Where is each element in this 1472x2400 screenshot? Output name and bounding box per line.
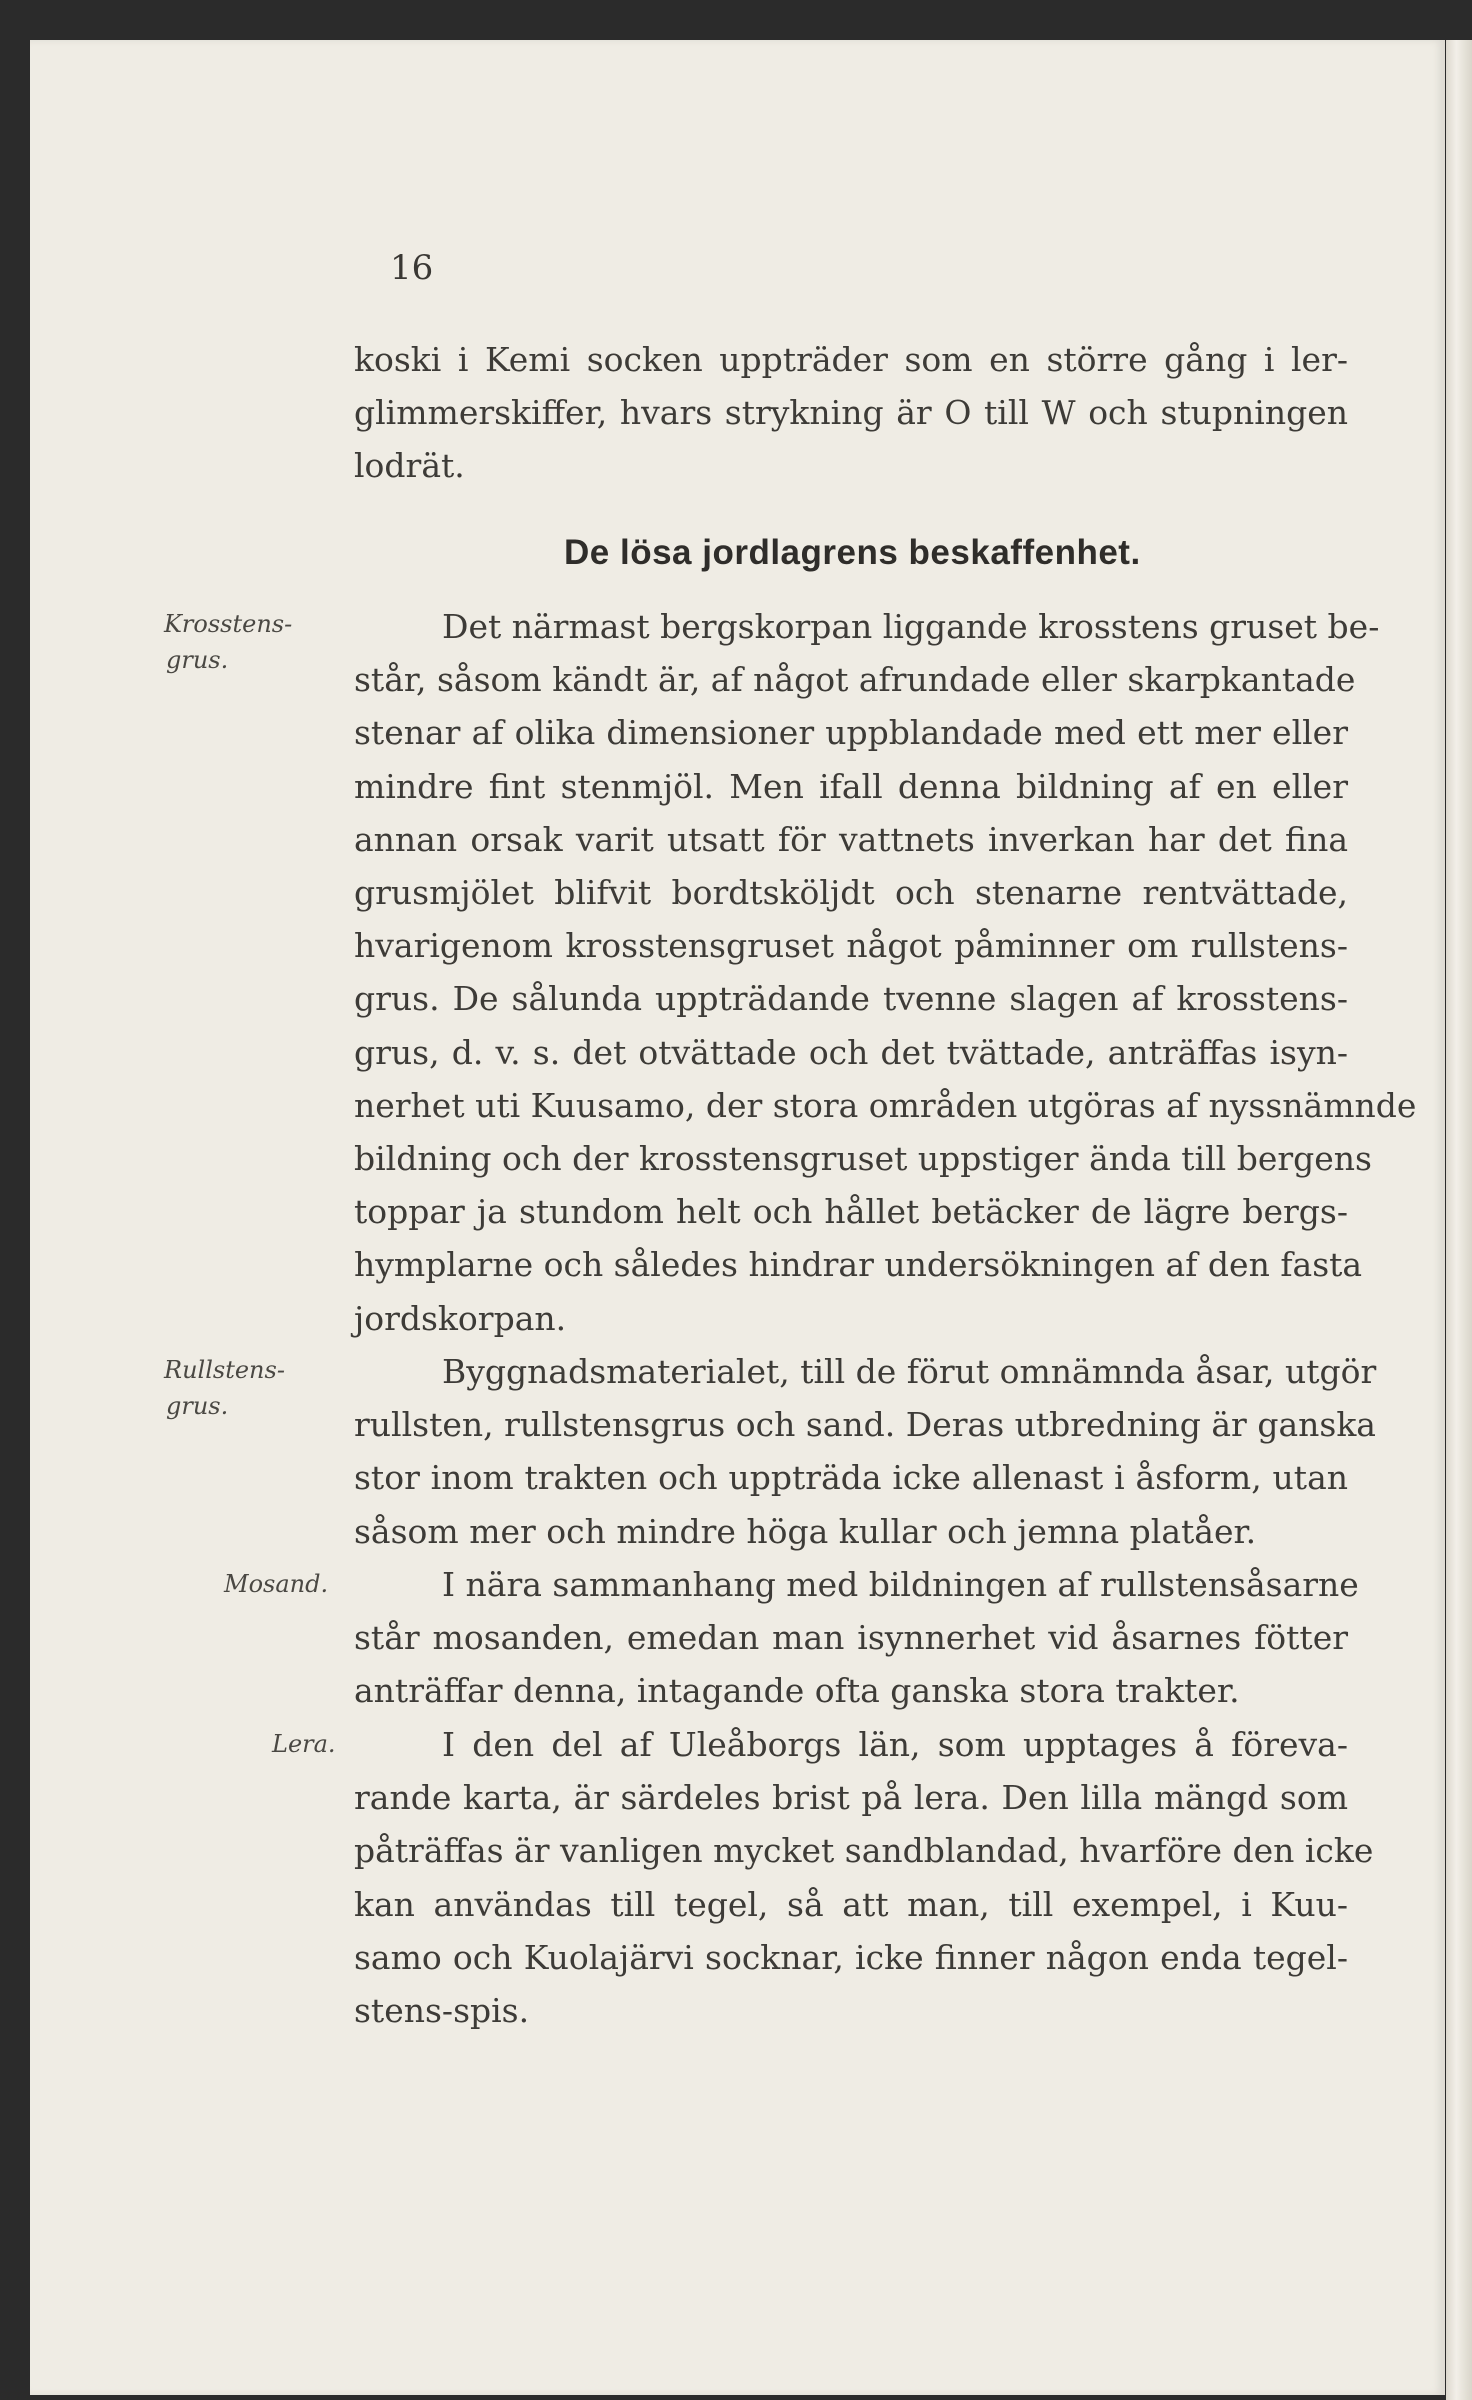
text-line: bildning och der krosstensgruset uppstiger ända till bergens — [354, 1139, 1372, 1179]
intro-text — [354, 333, 1348, 493]
text-line: jordskorpan. — [354, 1298, 567, 1338]
text-line: rande karta, är särdeles brist på lera. Den lilla mängd som — [354, 1778, 1348, 1818]
text-line: står, såsom kändt är, af något afrundade eller skarpkantade — [354, 660, 1356, 700]
paragraph-lera — [354, 1718, 1374, 2037]
text-line: lodrät. — [354, 446, 465, 486]
text-line: mindre fint stenmjöl. Men ifall denna bildning af en eller — [354, 766, 1348, 806]
margin-note-line: Mosand. — [224, 1570, 329, 1598]
text-line: nerhet uti Kuusamo, der stora områden utgöras af nyssnämnde — [354, 1085, 1417, 1125]
text-line: grus, d. v. s. det otvättade och det tvättade, anträffas isyn- — [354, 1032, 1348, 1072]
text-line: Byggnadsmaterialet, till de förut omnämnda åsar, utgör — [442, 1352, 1377, 1391]
text-line: stor inom trakten och uppträda icke allenast i åsform, utan — [354, 1458, 1348, 1498]
text-line: såsom mer och mindre höga kullar och jemna platåer. — [354, 1511, 1257, 1551]
text-line: annan orsak varit utsatt för vattnets inverkan har det fina — [354, 819, 1348, 859]
section-heading: De lösa jordlagrens beskaffenhet. — [564, 533, 1141, 572]
text-line: glimmerskiffer, hvars strykning är O till W och stupningen — [354, 393, 1348, 433]
text-line: toppar ja stundom helt och hållet betäcker de lägre bergs- — [354, 1192, 1348, 1232]
page-number: 16 — [390, 248, 434, 288]
text-line: grusmjölet blifvit bordtsköljdt och stenarne rentvättade, — [354, 873, 1348, 913]
text-line: grus. De sålunda uppträdande tvenne slagen af krosstens- — [354, 979, 1348, 1019]
text-line: I nära sammanhang med bildningen af rullstensåsarne — [442, 1565, 1359, 1604]
margin-note-line: grus. — [166, 1392, 229, 1420]
margin-note-line: Lera. — [272, 1730, 336, 1758]
margin-note-line: grus. — [166, 646, 229, 674]
text-line: samo och Kuolajärvi socknar, icke finner någon enda tegel- — [354, 1937, 1348, 1977]
margin-note-line: Rullstens- — [164, 1356, 285, 1384]
paragraph-rullstensgrus — [354, 1345, 1377, 1558]
text-line: stens-spis. — [354, 1991, 530, 2031]
paragraph-krosstensgrus — [354, 600, 1417, 1345]
paragraph-mosand — [354, 1558, 1359, 1718]
text-line: står mosanden, emedan man isynnerhet vid åsarnes fötter — [354, 1618, 1348, 1658]
text-line: rullsten, rullstensgrus och sand. Deras utbredning är ganska — [354, 1405, 1376, 1445]
text-line: hymplarne och således hindrar undersökningen af den fasta — [354, 1245, 1363, 1285]
text-line: kan användas till tegel, så att man, till exempel, i Kuu- — [354, 1884, 1348, 1924]
text-line: påträffas är vanligen mycket sandblandad, hvarföre den icke — [354, 1831, 1374, 1871]
text-line: Det närmast bergskorpan liggande krosstens gruset be- — [442, 607, 1380, 646]
text-line: stenar af olika dimensioner uppblandade med ett mer eller — [354, 713, 1348, 753]
margin-note-line: Krosstens- — [164, 610, 293, 638]
margin-note-rullstensgrus — [164, 1352, 354, 1424]
text-line: hvarigenom krosstensgruset något påminner om rullstens- — [354, 926, 1348, 966]
text-line: anträffar denna, intagande ofta ganska stora trakter. — [354, 1671, 1240, 1711]
page-edge — [1446, 40, 1472, 2400]
text-line: I den del af Uleåborgs län, som upptages å föreva- — [442, 1725, 1348, 1764]
margin-note-krosstensgrus — [164, 606, 354, 678]
text-line: koski i Kemi socken uppträder som en större gång i ler- — [354, 340, 1348, 379]
